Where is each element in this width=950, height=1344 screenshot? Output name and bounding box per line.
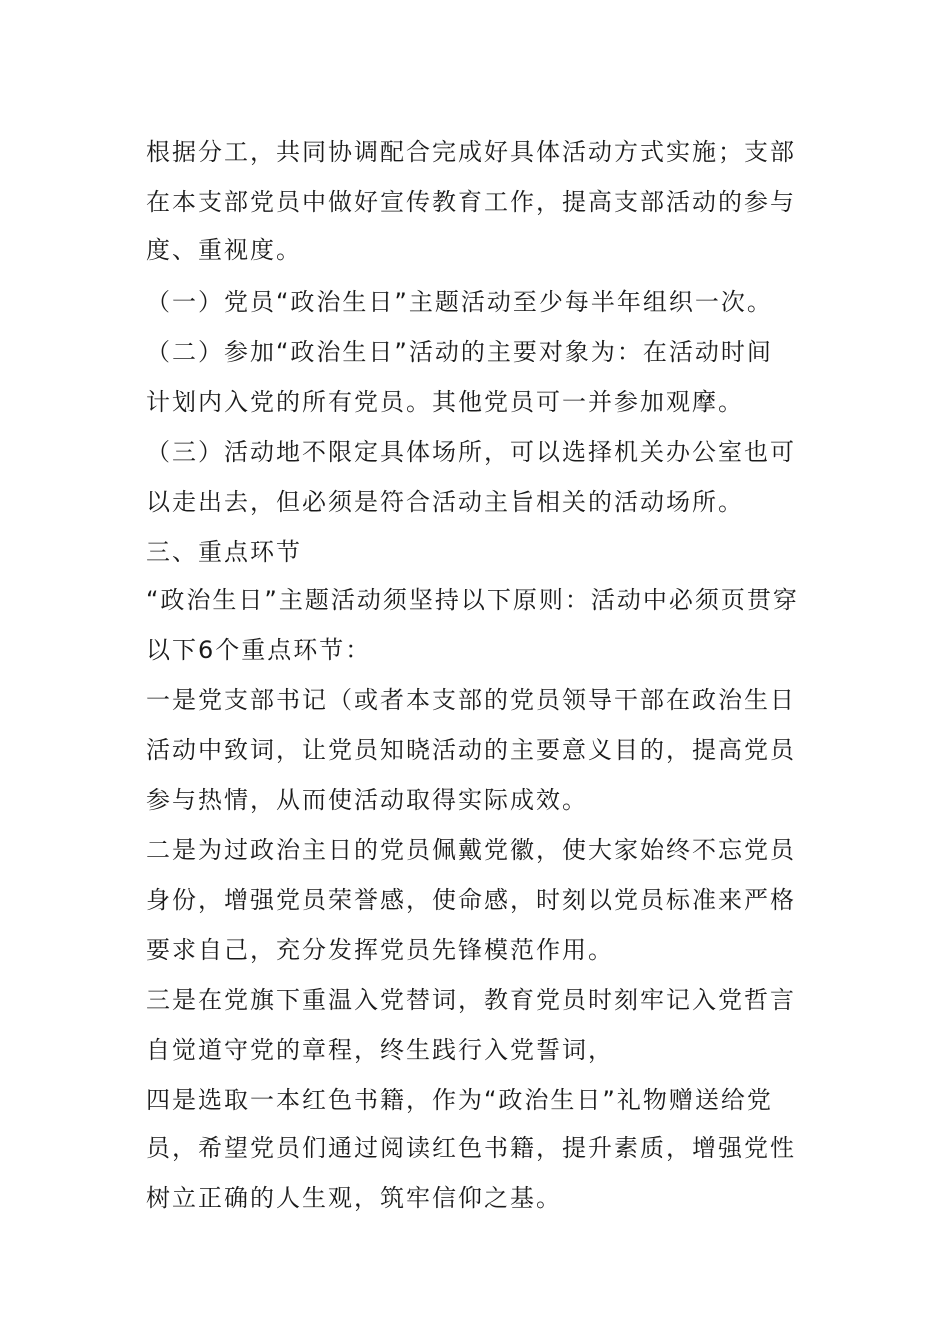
text-line: 度、重视度。 xyxy=(146,236,302,264)
point-4-text: 四是选取一本红色书籍，作为“政治生日”礼物赠送给党 xyxy=(146,1086,773,1114)
text-line: 在本支部党员中做好宣传教育工作，提高支部活动的参与 xyxy=(146,188,796,216)
list-item-1: （一）党员“政治生日”主题活动至少每半年组织一次。 xyxy=(146,288,773,316)
text-line: “政治生日”主题活动须坚持以下原则：活动中必须页贯穿 xyxy=(146,586,799,614)
text-line: 身份，增强党员荣誉感，使命感，时刻以党员标准来严格 xyxy=(146,886,796,914)
point-1-text: 一是党支部书记（或者本支部的党员领导干部在政治生日 xyxy=(146,686,796,714)
text-line: 计划内入党的所有党员。其他党员可一并参加观摩。 xyxy=(146,388,744,416)
point-2-text: 二是为过政治主日的党员佩戴党徽，使大家始终不忘党员 xyxy=(146,836,796,864)
text-line: 参与热情，从而使活动取得实际成效。 xyxy=(146,786,588,814)
section-heading: 三、重点环节 xyxy=(146,538,302,566)
point-3-text: 三是在党旗下重温入党替词，教育党员时刻牢记入党哲言 xyxy=(146,986,796,1014)
text-line: 员，希望党员们通过阅读红色书籍，提升素质，增强党性 xyxy=(146,1134,796,1162)
text-line: 以走出去，但必须是符合活动主旨相关的活动场所。 xyxy=(146,488,744,516)
text-line: 根据分工，共同协调配合完成好具体活动方式实施；支部 xyxy=(146,138,796,166)
text-line: 树立正确的人生观，筑牢信仰之基。 xyxy=(146,1184,562,1212)
text-line: 活动中致词，让党员知晓活动的主要意义目的，提高党员 xyxy=(146,736,796,764)
text-line: 自觉道守党的章程，终生践行入党誓词， xyxy=(146,1036,614,1064)
text-line: 要求自己，充分发挥党员先锋模范作用。 xyxy=(146,936,614,964)
text-line: 以下6个重点环节： xyxy=(146,636,372,664)
list-item-2: （二）参加“政治生日”活动的主要对象为：在活动时间 xyxy=(146,338,773,366)
list-item-3: （三）活动地不限定具体场所，可以选择机关办公室也可 xyxy=(146,438,796,466)
